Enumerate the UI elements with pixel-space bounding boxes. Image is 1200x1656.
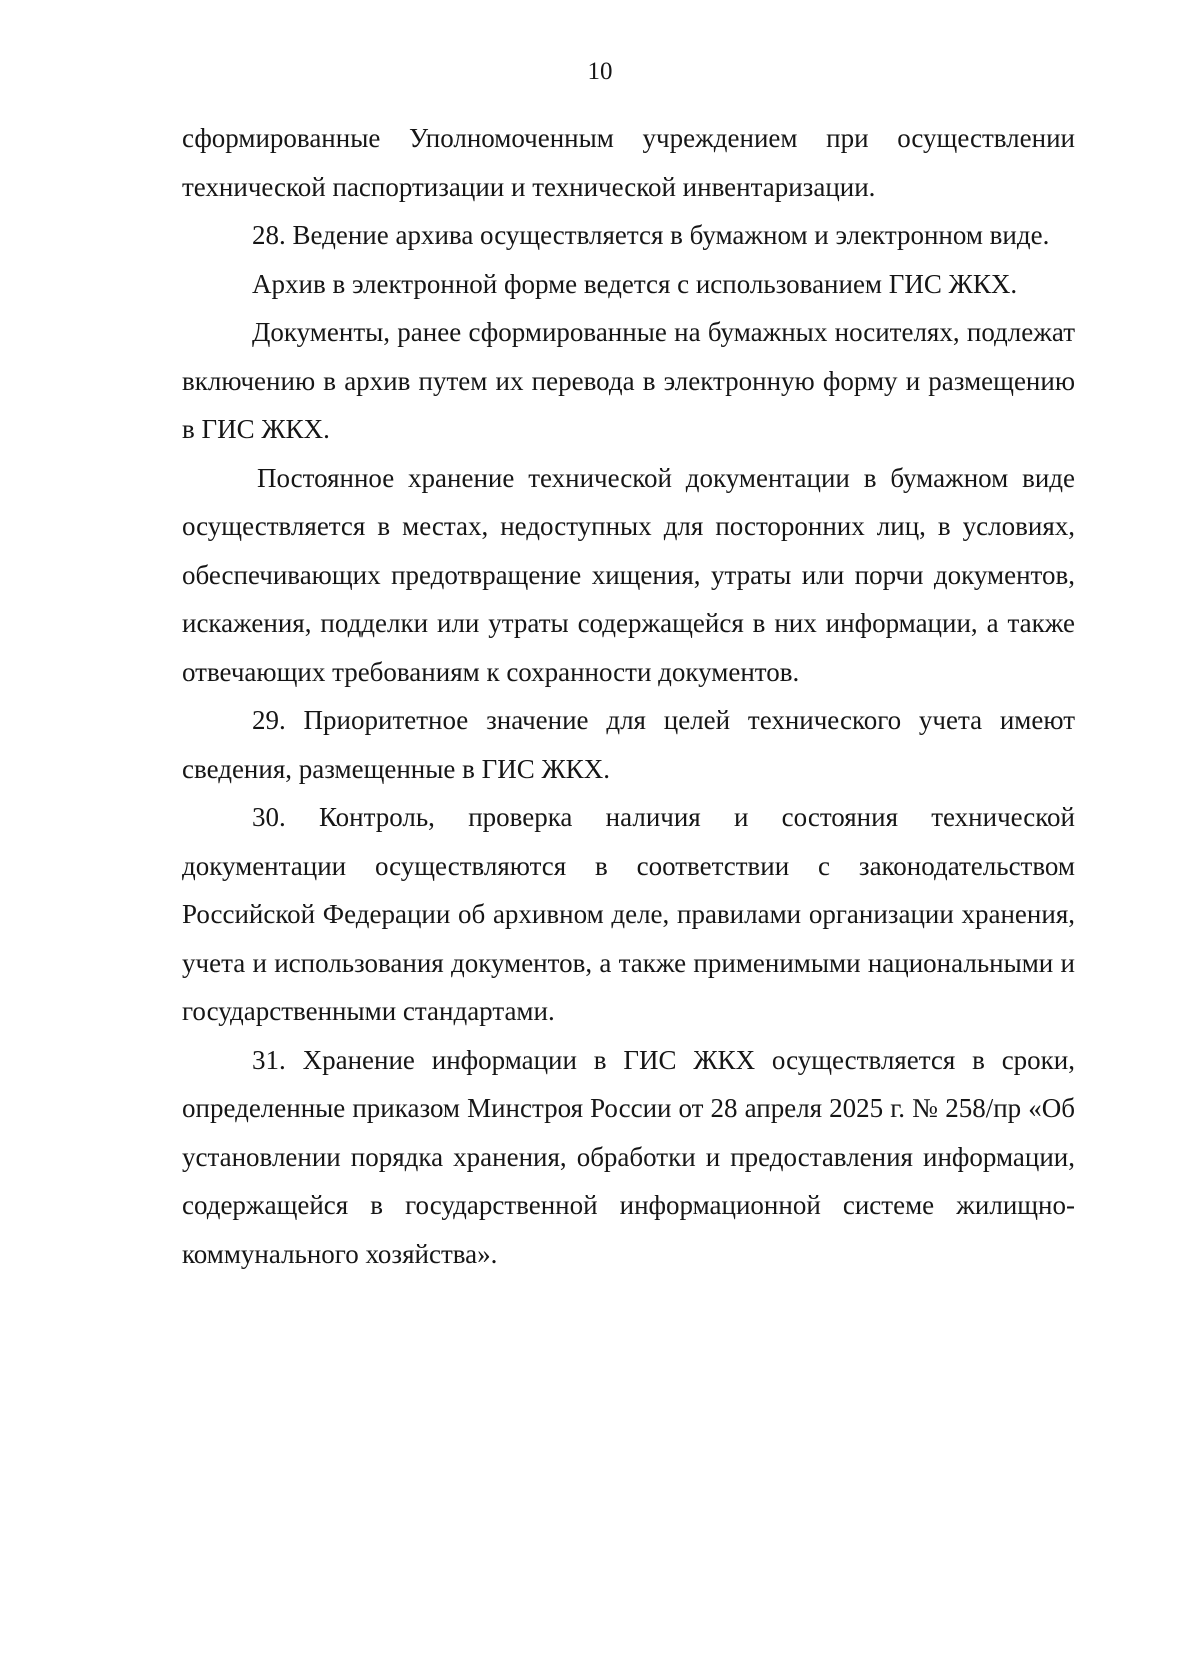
paragraph-28: 28. Ведение архива осуществляется в бумажном и электронном виде. — [252, 220, 1050, 250]
paragraph-29: 29. Приоритетное значение для целей технического учета имеют сведения, размещенные в ГИС ЖКХ. — [182, 705, 1075, 784]
paragraph-31: 31. Хранение информации в ГИС ЖКХ осуществляется в сроки, определенные приказом Минстроя России от 28 апреля 2025 г. № 258/пр «Об установлении порядка хранения, обработки и предоставления информации, содержащейся в государственной информационной системе жилищно-коммунального хозяйства». — [182, 1044, 1075, 1269]
paragraph-continuation: сформированные Уполномоченным учреждением при осуществлении технической паспортизации и технической инвентаризации. — [182, 123, 1075, 202]
document-body — [182, 114, 1075, 1278]
page-number: 10 — [587, 58, 613, 85]
paragraph-30: 30. Контроль, проверка наличия и состояния технической документации осуществляются в соответствии с законодательством Российской Федерации об архивном деле, правилами организации хранения, учета и использования документов, а также применимыми национальными и государственными стандартами. — [182, 802, 1075, 1026]
paragraph-paper-documents: Документы, ранее сформированные на бумажных носителях, подлежат включению в архив путем их перевода в электронную форму и размещению в ГИС ЖКХ. — [182, 317, 1075, 444]
paragraph-permanent-storage: Постоянное хранение технической документации в бумажном виде осуществляется в местах, недоступных для посторонних лиц, в условиях, обеспечивающих предотвращение хищения, утраты или порчи документов, искажения, подделки или утраты содержащейся в них информации, а также отвечающих требованиям к сохранности документов. — [182, 462, 1075, 687]
paragraph-archive-electronic: Архив в электронной форме ведется с использованием ГИС ЖКХ. — [252, 268, 1018, 299]
